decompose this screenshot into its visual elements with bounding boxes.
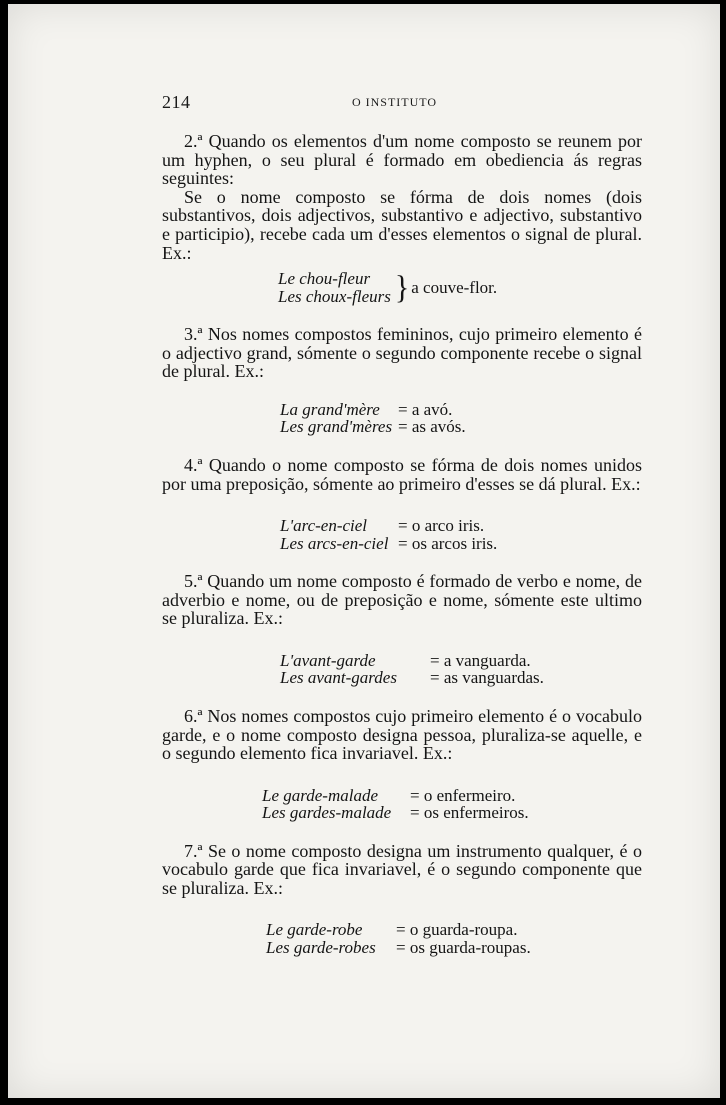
example-portuguese: = o enfermeiro. (410, 785, 516, 805)
brace-icon: } (394, 268, 410, 306)
example-row (280, 652, 642, 670)
rule-7-paragraph: 7.ª Se o nome composto designa um instrumento qualquer, é o vocabulo garde que fica invariavel, é o segundo componente que se pluraliza. Ex.: (162, 840, 642, 898)
rule-4-example (162, 517, 642, 552)
example-portuguese: = os arcos iris. (398, 533, 498, 553)
rule-4-paragraph: 4.ª Quando o nome composto se fórma de dois nomes unidos por uma preposição, sómente ao primeiro d'esses se dá plural. Ex.: (162, 454, 642, 494)
example-portuguese: = as vanguardas. (430, 668, 544, 688)
running-title: O INSTITUTO (351, 95, 438, 109)
example-portuguese: = o guarda-roupa. (396, 920, 518, 940)
example-french: Le garde-malade (262, 785, 378, 805)
rule-2-example-translation: a couve-flor. (411, 277, 498, 297)
example-french: L'avant-garde (280, 650, 376, 670)
example-french: Les arcs-en-ciel (280, 533, 389, 553)
example-french: La grand'mère (280, 399, 380, 419)
example-portuguese: = os guarda-roupas. (396, 937, 531, 957)
rule-2-example-singular: Le chou-fleur (278, 269, 371, 289)
rule-2-subparagraph: Se o nome composto se fórma de dois nomes (dois substantivos, dois adjectivos, substantivo e adjectivo, substantivo e participio), recebe cada um d'esses elementos o signal de plural. Ex.: (162, 186, 642, 263)
page-header (162, 92, 627, 116)
example-row (280, 401, 642, 419)
rule-7-example (162, 921, 642, 956)
rule-2-example (162, 270, 642, 305)
page-body (162, 132, 642, 956)
rule-3-example (162, 401, 642, 436)
example-french: Les avant-gardes (280, 668, 397, 688)
example-portuguese: = a vanguarda. (430, 650, 531, 670)
rule-3-paragraph: 3.ª Nos nomes compostos femininos, cujo primeiro elemento é o adjectivo grand, sómente o segundo componente recebe o signal de plural. Ex.: (162, 324, 642, 382)
example-portuguese: = a avó. (398, 399, 453, 419)
example-row (280, 535, 642, 553)
rule-6-paragraph: 6.ª Nos nomes compostos cujo primeiro elemento é o vocabulo garde, e o nome composto designa pessoa, pluraliza-se aquelle, e o segundo elemento fica invariavel. Ex.: (162, 705, 642, 764)
example-portuguese: = o arco iris. (398, 516, 485, 536)
example-portuguese: = os enfermeiros. (410, 803, 529, 823)
example-french: Les garde-robes (266, 937, 376, 957)
example-french: Le garde-robe (266, 920, 363, 940)
rule-6-example (162, 787, 642, 822)
example-row (266, 921, 642, 939)
rule-2-example-plural: Les choux-fleurs (278, 286, 391, 306)
example-row (262, 804, 642, 822)
rule-5-paragraph: 5.ª Quando um nome composto é formado de verbo e nome, de adverbio e nome, ou de preposição e nome, sómente este ultimo se pluraliza. Ex.: (162, 571, 642, 629)
rule-5-example (162, 652, 642, 687)
example-french: Les gardes-malade (262, 803, 392, 823)
example-row (280, 517, 642, 535)
example-row (262, 787, 642, 805)
example-french: Les grand'mères (280, 417, 393, 437)
example-portuguese: = as avós. (398, 417, 466, 437)
rule-2-paragraph: 2.ª Quando os elementos d'um nome composto se reunem por um hyphen, o seu plural é formado em obediencia ás regras seguintes: (162, 131, 642, 189)
example-row (280, 669, 642, 687)
book-page (8, 4, 720, 1098)
example-row (266, 939, 642, 957)
page-number: 214 (162, 92, 191, 112)
example-french: L'arc-en-ciel (280, 516, 368, 536)
example-row (280, 418, 642, 436)
